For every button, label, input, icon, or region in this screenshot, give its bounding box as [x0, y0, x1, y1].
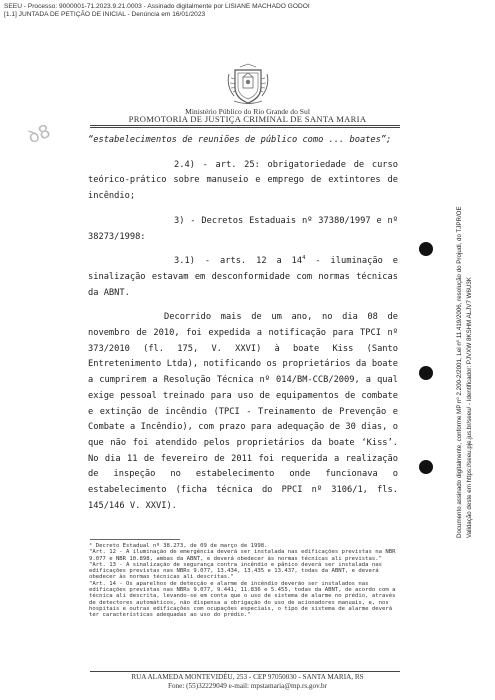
punch-hole [419, 460, 433, 474]
letterhead-promotoria: PROMOTORIA DE JUSTIÇA CRIMINAL DE SANTA MARIA [128, 114, 367, 124]
header-process-line: SEEU - Processo: 9000001-71.2023.9.21.0003 - Assinado digitalmente por LISIANE MACHADO GODOI [4, 3, 310, 10]
item-3-paragraph: 3) - Decretos Estaduais nº 37380/1997 e nº 38273/1998: [88, 215, 398, 242]
footnote-separator [90, 539, 180, 540]
punch-hole [419, 366, 433, 380]
letterhead-rule-thin [90, 127, 400, 128]
footnote-art-14: "Art. 14 - Os aparelhos de detecção e alarme de incêndio deverão ser instalados nas edificações previstas nas NBRs 9.077, 9.441, 11.836 e 5.455, todas da ABNT, de acordo com a técnica ali descrita, levando-se em conta que o uso de sistema de alarme no prédio, através de detectores automáticos, não dispensa a obrigação do uso de acionadores manuais, e, nos hospitais e outras edificações com ocupações especiais, o tipo de sistema de alarme deverá ter características adequadas ao uso do prédio." [89, 580, 396, 619]
item-3-1-paragraph: 3.1) - arts. 12 a $14^4$ - iluminação e sinalização estavam em desconformidade com normas técnicas da ABNT. [88, 255, 398, 298]
footer-contact: Fone: (55)32229049 e-mail: mpstamaria@mp.rs.gov.br [167, 682, 328, 690]
footnotes [89, 543, 401, 619]
punch-hole [419, 242, 433, 256]
coat-of-arms-logo [226, 62, 270, 106]
sidebar-validation-line: Validação deste em https://seeu.pje.jus.br/seeu/ - Identificador: PJVXW 8KSHM ALJV7 W6U3K [465, 277, 473, 538]
main-paragraph: Decorrido mais de um ano, no dia 08 de novembro de 2010, foi expedida a notificação para TPCI nº 373/2010 (fl. 175, V. XXVI) à boate Kiss (Santo Entretenimento Ltda), notificando os proprietários da boate a cumprirem a Resolução Técnica nº 014/BM-CCB/2009, a qual exige pessoal treinado para uso de equipamentos de combate e extinção de incêndio (TPCI - Treinamento de Prevenção e Combate a Incêndio), com prazo para adequação de 30 dias, o que não foi atendido pelos proprietários da boate ‘Kiss’. No dia 11 de fevereiro de 2011 foi requerida a realização de inspeção no estabelecimento onde funcionava o estabelecimento (ficha técnica do PPCI nº 3106/1, fls. 145/146 V. XXVI). [88, 312, 398, 511]
signature-sidebar [455, 152, 477, 538]
sidebar-signature-line: Documento assinado digitalmente, conforme MP nº 2.200-2/2001, Lei nº 11.419/2006, resolução do Projudi, do TJPR/OE [456, 206, 463, 538]
document-header [4, 3, 310, 20]
footer-address: RUA ALAMEDA MONTEVIDÉU, 253 - CEP 97050030 - SANTA MARIA, RS [131, 673, 364, 681]
footnote-decree: ⁴ Decreto Estadual nº 38.273, de 09 de março de 1998. [89, 543, 268, 549]
document-body [88, 133, 398, 514]
footer-rule [90, 671, 400, 672]
letterhead-rule [90, 125, 400, 126]
quote-paragraph: “estabelecimentos de reuniões de público como ... boates”; [88, 135, 392, 145]
handwritten-mark: ꝺ8 [25, 120, 54, 149]
footnote-art-12: "Art. 12 - A iluminação de emergência deverá ser instalada nas edificações previstas na NBR 9.077 e NBR 10.898, ambas da ABNT, e deverá obedecer às normas técnicas ali previstas." [89, 549, 396, 562]
footnote-art-13: "Art. 13 - A sinalização de segurança contra incêndio e pânico deverá ser instalada nas edificações previstas nas NBRs 9.077, 13.434, 13.435 e 13.437, todas da ABNT, e deverá obedecer às normas técnicas ali descritas." [89, 561, 382, 581]
footnote-ref: 4 [302, 255, 306, 262]
letterhead-ministry: Ministério Público do Rio Grande do Sul [185, 107, 310, 116]
item-2-4-paragraph: 2.4) - art. 25: obrigatoriedade de curso teórico-prático sobre manuseio e emprego de extintores de incêndio; [88, 159, 398, 202]
header-filing-line: [1.1] JUNTADA DE PETIÇÃO DE INICIAL - Denúncia em 16/01/2023 [4, 11, 206, 19]
